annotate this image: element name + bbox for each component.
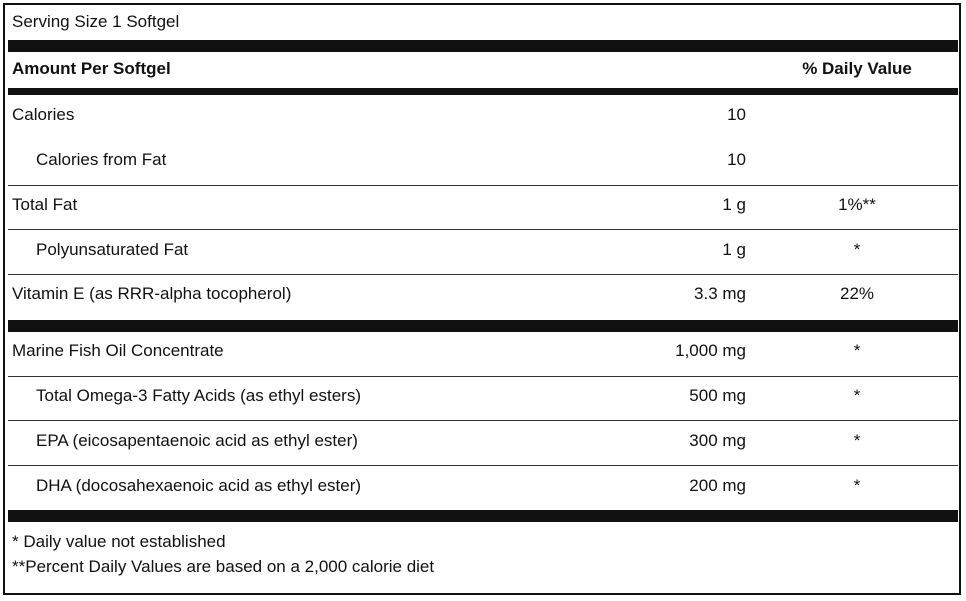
divider-thin: [8, 376, 958, 377]
row-amount-total-fat: 1 g: [722, 195, 746, 214]
row-amount-polyunsaturated-fat: 1 g: [722, 240, 746, 259]
divider-thick-bottom: [8, 510, 958, 522]
row-name-total-fat: Total Fat: [12, 195, 78, 214]
row-amount-vitamin-e: 3.3 mg: [694, 284, 746, 303]
divider-thick-header: [8, 88, 958, 95]
row-amount-total-omega-3: 500 mg: [689, 386, 746, 405]
row-dv-total-omega-3: *: [853, 386, 861, 405]
row-amount-dha: 200 mg: [689, 476, 746, 495]
divider-thin: [8, 465, 958, 466]
row-name-dha: DHA (docosahexaenoic acid as ethyl ester): [36, 476, 362, 495]
amount-per-header: Amount Per Softgel: [12, 59, 171, 78]
daily-value-header: % Daily Value: [802, 59, 912, 78]
row-name-total-omega-3: Total Omega-3 Fatty Acids (as ethyl esters): [36, 386, 362, 405]
divider-thick-middle: [8, 320, 958, 332]
row-name-calories: Calories: [12, 105, 75, 124]
divider-thick-top: [8, 40, 958, 52]
divider-thin: [8, 274, 958, 275]
row-amount-epa: 300 mg: [689, 431, 746, 450]
row-name-epa: EPA (eicosapentaenoic acid as ethyl ester): [36, 431, 358, 450]
footnote-percent-basis: **Percent Daily Values are based on a 2,000 calorie diet: [12, 557, 435, 576]
divider-thin: [8, 420, 958, 421]
row-name-polyunsaturated-fat: Polyunsaturated Fat: [36, 240, 189, 259]
row-dv-marine-fish-oil: *: [853, 341, 861, 360]
row-dv-vitamin-e: 22%: [839, 284, 875, 303]
row-amount-marine-fish-oil: 1,000 mg: [675, 341, 746, 360]
row-amount-calories: 10: [727, 105, 746, 124]
row-dv-dha: *: [853, 476, 861, 495]
row-name-calories-from-fat: Calories from Fat: [36, 150, 167, 169]
row-dv-polyunsaturated-fat: *: [853, 240, 861, 259]
row-dv-epa: *: [853, 431, 861, 450]
serving-size: Serving Size 1 Softgel: [12, 12, 180, 31]
row-name-vitamin-e: Vitamin E (as RRR-alpha tocopherol): [12, 284, 292, 303]
row-name-marine-fish-oil: Marine Fish Oil Concentrate: [12, 341, 224, 360]
row-dv-total-fat: 1%**: [838, 195, 876, 214]
footnote-not-established: * Daily value not established: [12, 532, 226, 551]
divider-thin: [8, 185, 958, 186]
row-amount-calories-from-fat: 10: [727, 150, 746, 169]
divider-thin: [8, 229, 958, 230]
